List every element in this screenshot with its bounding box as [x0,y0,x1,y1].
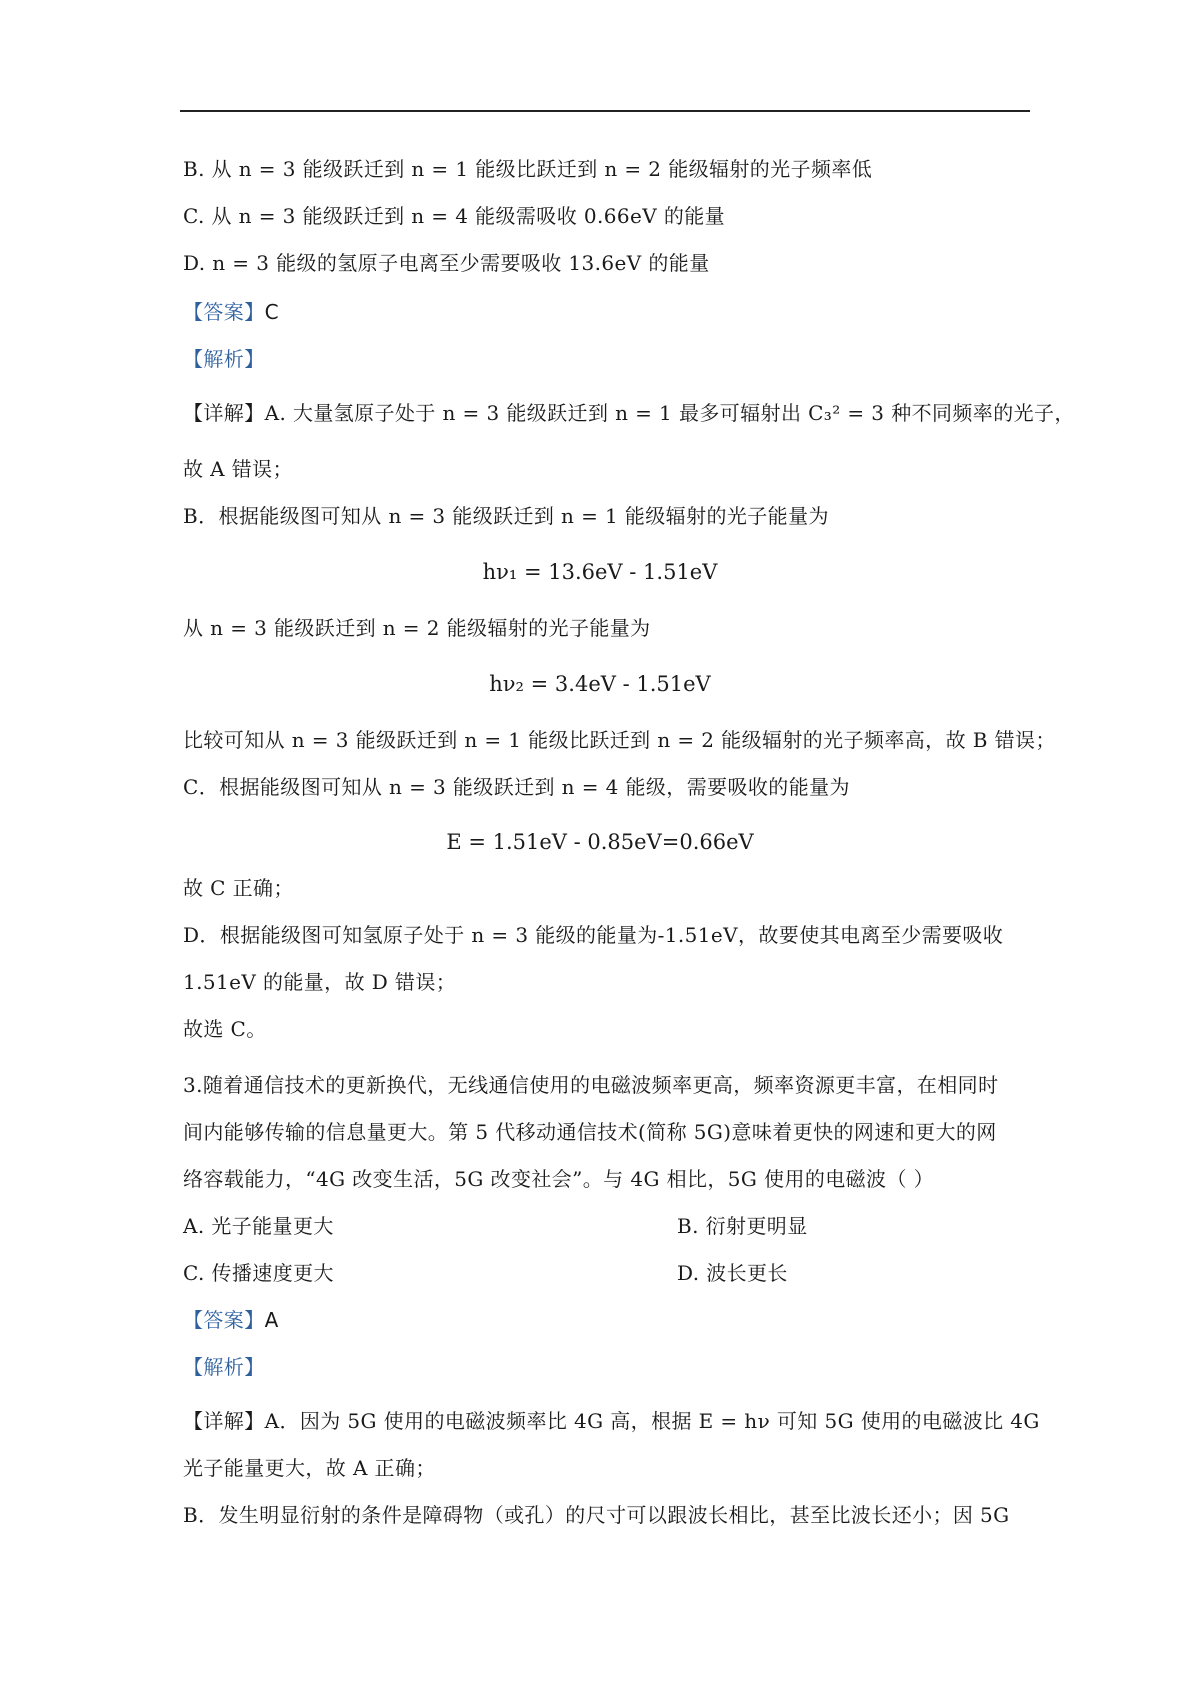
q2-detail-c: C．根据能级图可知从 n = 3 能级跃迁到 n = 4 能级，需要吸收的能量为 [183,775,850,799]
q3-detail-a2: 光子能量更大，故 A 正确； [183,1456,436,1480]
header-rule [180,110,1030,112]
q2-detail-b3: 比较可知从 n = 3 能级跃迁到 n = 1 能级比跃迁到 n = 2 能级辐射的光子频率高，故 B 错误； [183,728,1056,752]
q3-option-c: C. 传播速度更大 [183,1261,334,1285]
q3-stem-1: 3.随着通信技术的更新换代，无线通信使用的电磁波频率更高，频率资源更丰富，在相同时 [183,1073,999,1097]
q3-stem-3: 络容载能力，“4G 改变生活，5G 改变社会”。与 4G 相比，5G 使用的电磁波（ ） [183,1167,934,1191]
q2-answer-line [183,298,279,326]
q2-conclusion: 故选 C。 [183,1017,267,1041]
q2-detail-c2: 故 C 正确； [183,876,294,900]
analysis-label: 【解析】 [183,347,265,371]
answer-label: 【答案】 [183,300,265,324]
q2-option-c: C. 从 n = 3 能级跃迁到 n = 4 能级需吸收 0.66eV 的能量 [183,204,726,228]
q3-detail-a: 【详解】A．因为 5G 使用的电磁波频率比 4G 高，根据 E = hν 可知 5G 使用的电磁波比 4G [183,1409,1040,1433]
equation-3: E = 1.51eV - 0.85eV=0.66eV [446,830,754,854]
q2-analysis-line [183,345,265,373]
q2-detail-d: D．根据能级图可知氢原子处于 n = 3 能级的能量为-1.51eV，故要使其电离至少需要吸收 [183,923,1004,947]
q2-detail-d2: 1.51eV 的能量，故 D 错误； [183,970,457,994]
q2-detail-a: 【详解】A. 大量氢原子处于 n = 3 能级跃迁到 n = 1 最多可辐射出 C₃² = 3 种不同频率的光子， [183,401,1075,425]
q3-option-b: B. 衍射更明显 [677,1214,808,1238]
q3-answer-value: A [264,1308,279,1332]
q3-detail-b: B．发生明显衍射的条件是障碍物（或孔）的尺寸可以跟波长相比，甚至比波长还小；因 5G [183,1503,1010,1527]
q3-option-a: A. 光子能量更大 [183,1214,334,1238]
q2-option-d: D. n = 3 能级的氢原子电离至少需要吸收 13.6eV 的能量 [183,251,710,275]
q2-detail-b: B．根据能级图可知从 n = 3 能级跃迁到 n = 1 能级辐射的光子能量为 [183,504,829,528]
q2-option-b: B. 从 n = 3 能级跃迁到 n = 1 能级比跃迁到 n = 2 能级辐射的光子频率低 [183,157,873,181]
q3-option-d: D. 波长更长 [677,1261,788,1285]
q2-detail-a-cont: 故 A 错误； [183,457,293,481]
q3-stem-2: 间内能够传输的信息量更大。第 5 代移动通信技术(简称 5G)意味着更快的网速和更大的网 [183,1120,997,1144]
analysis-label: 【解析】 [183,1355,265,1379]
q2-answer-value: C [264,300,279,324]
q2-detail-b2: 从 n = 3 能级跃迁到 n = 2 能级辐射的光子能量为 [183,616,651,640]
q3-analysis-line [183,1353,265,1381]
q3-answer-line [183,1306,279,1334]
answer-label: 【答案】 [183,1308,265,1332]
equation-2: hν₂ = 3.4eV - 1.51eV [489,672,711,696]
equation-1: hν₁ = 13.6eV - 1.51eV [482,560,718,584]
